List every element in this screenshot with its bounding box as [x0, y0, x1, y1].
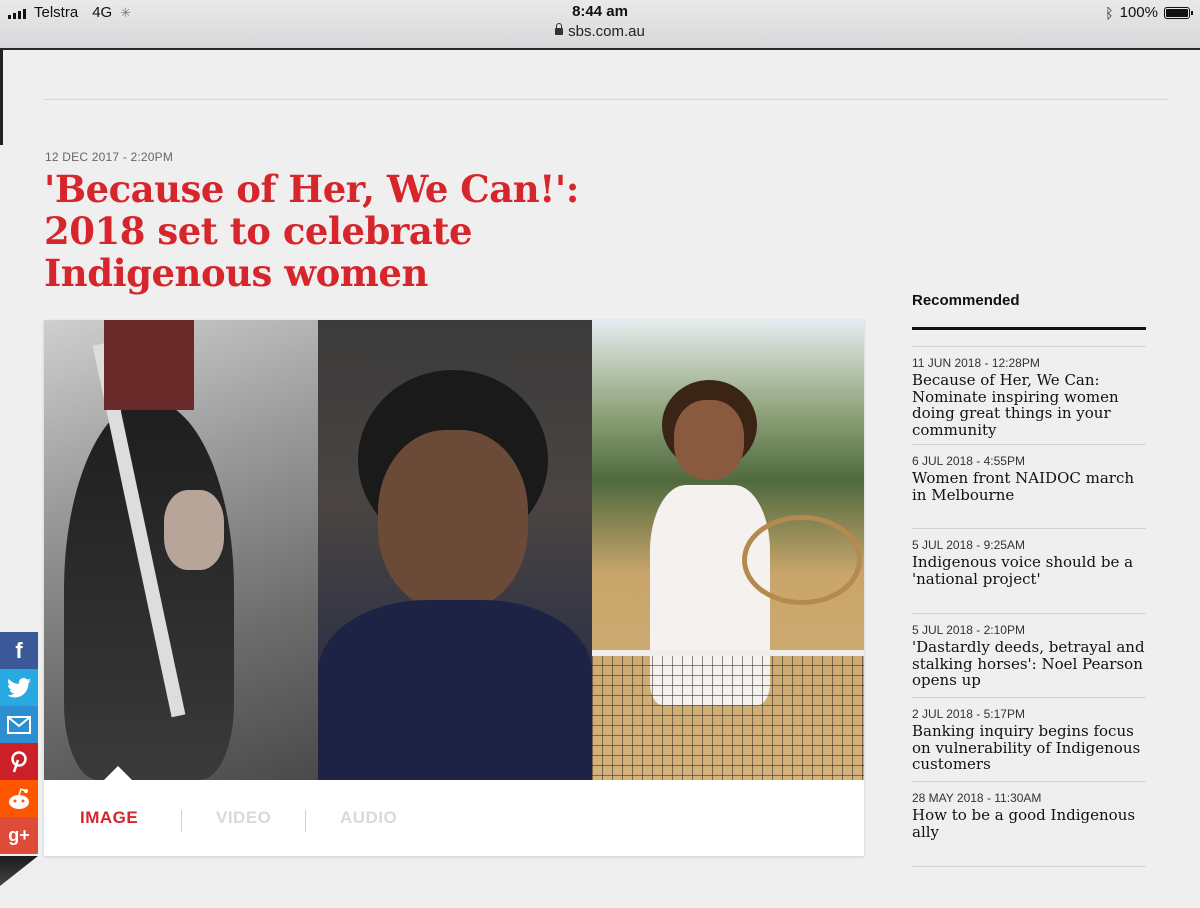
recommended-headline[interactable]: Women front NAIDOC march in Melbourne: [912, 469, 1135, 504]
active-tab-pointer: [104, 766, 132, 780]
recommended-item[interactable]: [912, 528, 1146, 587]
face: [378, 430, 528, 610]
recommended-headline[interactable]: Banking inquiry begins focus on vulnerability of Indigenous customers: [912, 722, 1141, 773]
recommended-headline[interactable]: Indigenous voice should be a 'national project': [912, 553, 1134, 588]
battery-percent: 100%: [1119, 4, 1158, 21]
recommended-bottom-divider: [912, 866, 1146, 867]
photo-protester: [44, 320, 318, 780]
clock: 8:44 am: [572, 3, 628, 20]
reddit-share-button[interactable]: [0, 780, 38, 817]
lock-icon: [555, 28, 563, 35]
tab-divider: [305, 810, 306, 832]
recommended-date: 11 JUN 2018 - 12:28PM: [912, 356, 1040, 370]
tab-divider: [181, 810, 182, 832]
pinterest-icon: [10, 751, 28, 773]
recommended-date: 5 JUL 2018 - 2:10PM: [912, 623, 1025, 637]
face: [164, 490, 224, 570]
loading-spinner-icon: ✳: [120, 4, 132, 20]
carrier-label: Telstra: [34, 4, 79, 21]
pinterest-share-button[interactable]: [0, 743, 38, 780]
rail-shadow: [0, 856, 38, 886]
bluetooth-icon: ᛒ: [1105, 4, 1114, 21]
tab-video[interactable]: VIDEO: [216, 808, 272, 827]
recommended-item[interactable]: [912, 346, 1146, 438]
media-tabs: [44, 780, 864, 856]
browser-status-bar: [0, 0, 1200, 50]
reddit-icon: [6, 788, 32, 810]
email-icon: [7, 716, 31, 734]
facebook-icon: f: [15, 637, 23, 663]
status-right: [1105, 4, 1190, 21]
tennis-racket: [742, 515, 862, 605]
facebook-share-button[interactable]: [0, 632, 38, 669]
googleplus-icon: g+: [8, 825, 30, 845]
twitter-share-button[interactable]: [0, 669, 38, 706]
media-gallery: [44, 320, 864, 856]
recommended-date: 6 JUL 2018 - 4:55PM: [912, 454, 1025, 468]
recommended-date: 28 MAY 2018 - 11:30AM: [912, 791, 1042, 805]
recommended-date: 5 JUL 2018 - 9:25AM: [912, 538, 1025, 552]
twitter-icon: [7, 678, 31, 698]
recommended-item[interactable]: [912, 697, 1146, 773]
tab-audio[interactable]: AUDIO: [340, 808, 398, 827]
recommended-headline[interactable]: How to be a good Indigenous ally: [912, 806, 1136, 841]
recommended-item[interactable]: [912, 444, 1146, 503]
article-date: 12 DEC 2017 - 2:20PM: [45, 150, 174, 164]
header-divider: [44, 99, 1168, 100]
googleplus-share-button[interactable]: [0, 817, 38, 854]
photo-tennis-player: [592, 320, 864, 780]
article-subheading-cutoff: [44, 888, 804, 908]
email-share-button[interactable]: [0, 706, 38, 743]
recommended-title: Recommended: [912, 292, 1020, 309]
page-edge-shadow: [0, 50, 3, 145]
recommended-date: 2 JUL 2018 - 5:17PM: [912, 707, 1025, 721]
clothing: [318, 600, 592, 780]
recommended-underline: [912, 327, 1146, 330]
recommended-item[interactable]: [912, 781, 1146, 840]
tennis-net: [592, 650, 864, 780]
tab-image[interactable]: IMAGE: [80, 808, 139, 827]
battery-icon: [1164, 7, 1190, 19]
recommended-headline[interactable]: 'Dastardly deeds, betrayal and stalking horses': Noel Pearson opens up: [912, 638, 1145, 689]
network-label: 4G: [92, 4, 113, 21]
photo-elder-woman: [318, 320, 592, 780]
url-text: sbs.com.au: [568, 23, 645, 40]
face: [674, 400, 744, 480]
recommended-headline[interactable]: Because of Her, We Can: Nominate inspiring women doing great things in your community: [912, 371, 1119, 439]
address-bar[interactable]: [0, 23, 1200, 40]
hero-image[interactable]: [44, 320, 864, 780]
recommended-panel: [912, 292, 1146, 841]
flag: [104, 320, 194, 410]
social-share-rail: [0, 632, 38, 854]
recommended-item[interactable]: [912, 613, 1146, 689]
article-headline: 'Because of Her, We Can!': 2018 set to celebrate Indigenous women: [44, 167, 579, 295]
